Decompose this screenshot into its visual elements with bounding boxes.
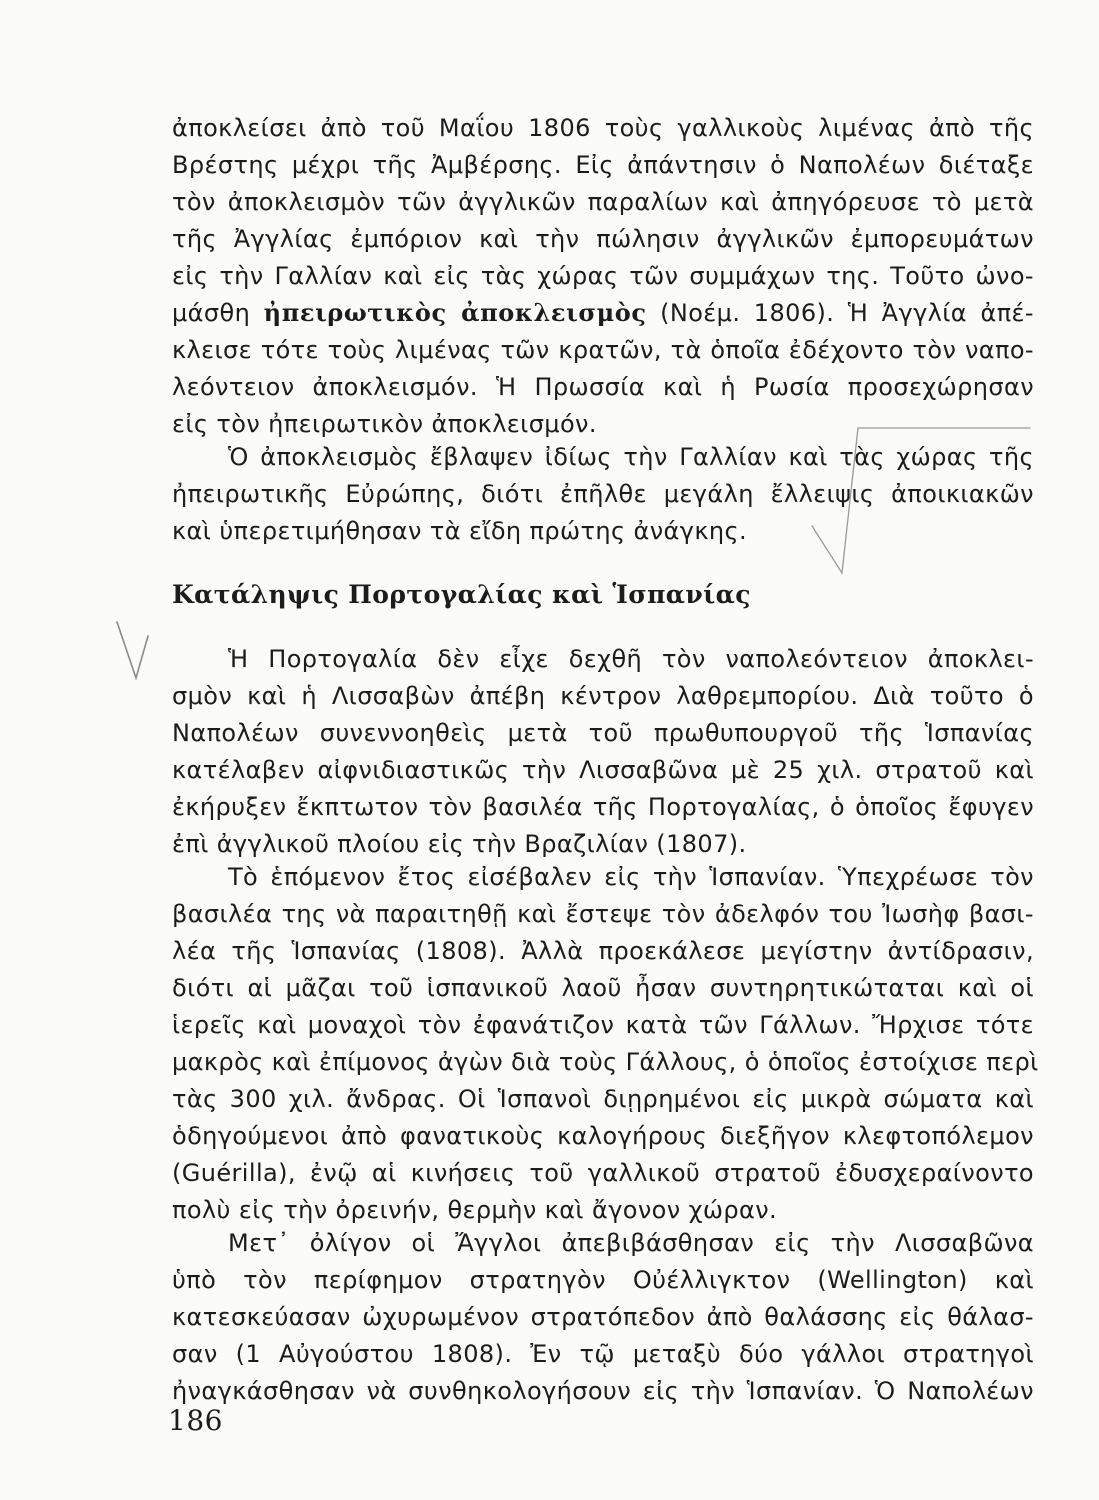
text-line: (Guérilla), ἐνῷ αἱ κινήσεις τοῦ γαλλικοῦ στρατοῦ ἐδυσχεραίνοντο [172, 1159, 1034, 1187]
text-line: λεόντειον ἀποκλεισμόν. Ἡ Πρωσσία καὶ ἡ Ρωσία προσεχώρησαν [172, 373, 1034, 401]
text-line: σαν (1 Αὐγούστου 1808). Ἐν τῷ μεταξὺ δύο γάλλοι στρατηγοὶ [172, 1340, 1034, 1368]
text-line: τὸν ἀποκλεισμὸν τῶν ἀγγλικῶν παραλίων καὶ ἀπηγόρευσε τὸ μετὰ [172, 188, 1034, 216]
text-line: ἠναγκάσθησαν νὰ συνθηκολογήσουν εἰς τὴν Ἱσπανίαν. Ὁ Ναπολέων [172, 1377, 1034, 1405]
bold-term: ἠπειρωτικὸς ἀποκλεισμὸς [263, 298, 647, 327]
text-line: ἐκήρυξεν ἔκπτωτον τὸν βασιλέα τῆς Πορτογαλίας, ὁ ὁποῖος ἔφυγεν [172, 793, 1034, 821]
text-line: ἱερεῖς καὶ μοναχοὶ τὸν ἐφανάτιζον κατὰ τῶν Γάλλων. Ἤρχισε τότε [172, 1011, 1034, 1039]
text-line: σμὸν καὶ ἡ Λισσαβὼν ἀπέβη κέντρον λαθρεμπορίου. Διὰ τοῦτο ὁ [172, 682, 1034, 710]
text-line: Ὁ ἀποκλεισμὸς ἔβλαψεν ἰδίως τὴν Γαλλίαν καὶ τὰς χώρας τῆς [228, 443, 1034, 471]
page-number: 186 [168, 1404, 223, 1437]
text-line: Ναπολέων συνεννοηθεὶς μετὰ τοῦ πρωθυπουργοῦ τῆς Ἱσπανίας [172, 719, 1034, 747]
text-line: λέα τῆς Ἱσπανίας (1808). Ἀλλὰ προεκάλεσε μεγίστην ἀντίδρασιν, [172, 937, 1034, 965]
text-line: Ἡ Πορτογαλία δὲν εἶχε δεχθῆ τὸν ναπολεόντειον ἀποκλει- [228, 645, 1034, 673]
text-line: κατέλαβεν αἰφνιδιαστικῶς τὴν Λισσαβῶνα μὲ 25 χιλ. στρατοῦ καὶ [172, 756, 1034, 784]
text-line: μακρὸς καὶ ἐπίμονος ἀγὼν διὰ τοὺς Γάλλους, ὁ ὁποῖος ἐστοίχισε περὶ [172, 1048, 1039, 1076]
text-line: διότι αἱ μᾶζαι τοῦ ἱσπανικοῦ λαοῦ ἦσαν συντηρητικώταται καὶ οἱ [172, 974, 1034, 1002]
pencil-checkmark-text [812, 428, 1030, 573]
text-line: κατεσκεύασαν ὠχυρωμένον στρατόπεδον ἀπὸ θαλάσσης εἰς θάλασ- [172, 1303, 1034, 1331]
text-line: βασιλέα της νὰ παραιτηθῇ καὶ ἔστεψε τὸν ἀδελφόν του Ἰωσὴφ βασι- [172, 900, 1034, 928]
text-line: τῆς Ἀγγλίας ἐμπόριον καὶ τὴν πώλησιν ἀγγλικῶν ἐμπορευμάτων [172, 225, 1034, 253]
text-line: ὁδηγούμενοι ἀπὸ φανατικοὺς καλογήρους διεξῆγον κλεφτοπόλεμον [172, 1122, 1034, 1150]
text-line: καὶ ὑπερετιμήθησαν τὰ εἴδη πρώτης ἀνάγκης. [172, 517, 748, 545]
text-line: Βρέστης μέχρι τῆς Ἀμβέρσης. Εἰς ἀπάντησιν ὁ Ναπολέων διέταξε [172, 151, 1034, 179]
text-line: ὑπὸ τὸν περίφημον στρατηγὸν Οὐέλλιγκτον (Wellington) καὶ [172, 1266, 1034, 1294]
text-segment: (Νοέμ. 1806). Ἡ Ἀγγλία ἀπέ- [646, 299, 1034, 327]
text-line: Μετ᾽ ὀλίγον οἱ Ἄγγλοι ἀπεβιβάσθησαν εἰς τὴν Λισσαβῶνα [228, 1229, 1034, 1257]
text-segment: μάσθη [172, 299, 264, 327]
text-line: εἰς τὸν ἠπειρωτικὸν ἀποκλεισμόν. [172, 410, 597, 438]
text-line: ἐπὶ ἀγγλικοῦ πλοίου εἰς τὴν Βραζιλίαν (1807). [172, 830, 747, 858]
text-line: εἰς τὴν Γαλλίαν καὶ εἰς τὰς χώρας τῶν συμμάχων της. Τοῦτο ὠνο- [172, 262, 1034, 290]
text-line: τὰς 300 χιλ. ἄνδρας. Οἱ Ἱσπανοὶ διῃρημένοι εἰς μικρὰ σώματα καὶ [172, 1085, 1034, 1113]
text-line: Τὸ ἑπόμενον ἔτος εἰσέβαλεν εἰς τὴν Ἱσπανίαν. Ὑπεχρέωσε τὸν [228, 863, 1034, 891]
text-line: πολὺ εἰς τὴν ὀρεινήν, θερμὴν καὶ ἄγονον χώραν. [172, 1196, 778, 1224]
text-line: ἠπειρωτικῆς Εὐρώπης, διότι ἐπῆλθε μεγάλη ἔλλειψις ἀποικιακῶν [172, 480, 1034, 508]
text-line: ἀποκλείσει ἀπὸ τοῦ Μαΐου 1806 τοὺς γαλλικοὺς λιμένας ἀπὸ τῆς [172, 114, 1034, 142]
text-line: κλεισε τότε τοὺς λιμένας τῶν κρατῶν, τὰ ὁποῖα ἐδέχοντο τὸν ναπο- [172, 336, 1034, 364]
pencil-checkmark-margin [117, 622, 148, 678]
section-heading: Κατάληψις Πορτογαλίας καὶ Ἱσπανίας [172, 580, 751, 609]
